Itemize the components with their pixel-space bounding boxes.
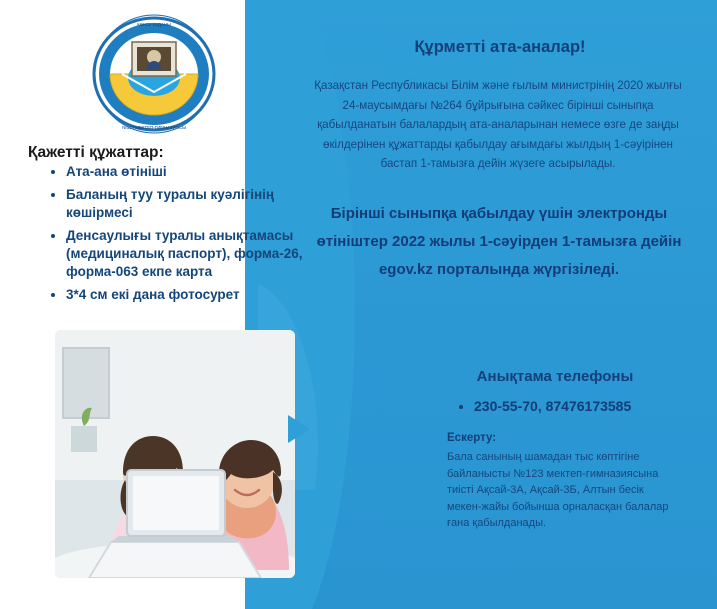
intro-paragraph: Қазақстан Республикасы Білім және ғылым министрінің 2020 жылғы 24-маусымдағы №264 бұйрығына сәйкес бірінші сыныпқа қабылданатын балалардың ата-аналарынан немесе өзге де заңды өкілдерінен құжаттарды қабылдау ағымдағы жылдың 1-сәуірінен бастап 1-тамызға дейін жүзеге асырылады.: [314, 79, 682, 170]
school-emblem-icon: [92, 12, 216, 136]
list-item: [66, 286, 314, 304]
document-item-3: 3*4 см екі дана фотосурет: [66, 287, 240, 302]
documents-list: [44, 163, 314, 309]
document-item-1: Баланың туу туралы куәлігінің көшірмесі: [66, 187, 275, 220]
page-title: Құрметті ата-аналар!: [414, 38, 586, 56]
note-body: Бала санының шамадан тыс көптігіне байланысты №123 мектеп-гимназиясына тиісті Ақсай-3А, Ақсай-3Б, Алтын бесік мекен-жайы бойынша орналасқан балалар ғана қабылданады.: [447, 451, 669, 529]
documents-title: Қажетті құжаттар:: [28, 144, 164, 161]
callout-arrow: [288, 415, 310, 443]
svg-text:№123 МЕКТЕП-ГИМНАЗИЯСЫ: №123 МЕКТЕП-ГИМНАЗИЯСЫ: [122, 125, 186, 130]
document-item-2: Денсаулығы туралы анықтамасы (медициналық паспорт), форма-26, форма-063 екпе карта: [66, 228, 303, 279]
document-item-0: Ата-ана өтініші: [66, 164, 167, 179]
phone-number: 230-55-70, 87476173585: [474, 398, 632, 414]
phone-title: Анықтама телефоны: [476, 368, 634, 385]
phone-list: [452, 398, 714, 414]
application-paragraph: Бірінші сыныпқа қабылдау үшін электронды өтініштер 2022 жылы 1-сәуірден 1-тамызға дейін egov.kz порталында жүргізіледі.: [316, 205, 682, 278]
list-item: [474, 398, 714, 414]
list-item: [66, 163, 314, 181]
list-item: [66, 227, 314, 281]
svg-text:КӨКСУ АУДАНЫ: КӨКСУ АУДАНЫ: [137, 22, 171, 27]
family-photo: [55, 330, 295, 578]
note-title: Ескерту:: [447, 432, 497, 444]
list-item: [66, 186, 314, 222]
